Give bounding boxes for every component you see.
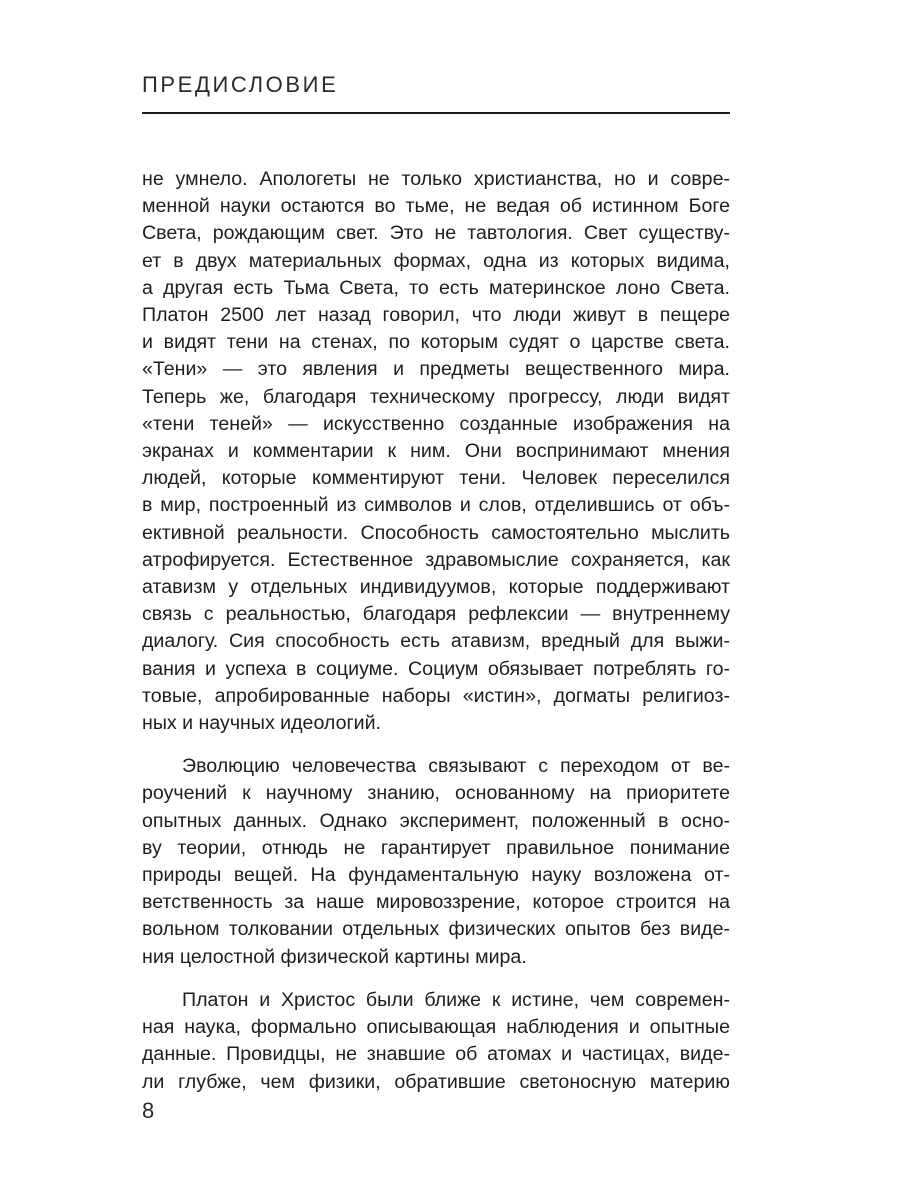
paragraph-3-line: ная наука, формально описывающая наблюдения и опытные bbox=[142, 1016, 730, 1039]
paragraph-1-line: менной науки остаются во тьме, не ведая об истинном Боге bbox=[142, 195, 730, 218]
paragraph-1-line: связь с реальностью, благодаря рефлексии — внутреннему bbox=[142, 603, 730, 626]
paragraph-1-line: и видят тени на стенах, по которым судят о царстве света. bbox=[142, 331, 730, 354]
paragraph-3-line: Платон и Христос были ближе к истине, чем современ- bbox=[182, 988, 730, 1011]
paragraph-2-line: ния целостной физической картины мира. bbox=[142, 945, 527, 968]
paragraph-1-line: ных и научных идеологий. bbox=[142, 712, 381, 735]
header-rule bbox=[142, 112, 730, 114]
paragraph-2-line: Эволюцию человечества связывают с переходом от ве- bbox=[182, 755, 730, 778]
paragraph-2-line: природы вещей. На фундаментальную науку возложена от- bbox=[142, 864, 730, 887]
paragraph-1-line: товые, апробированные наборы «истин», догматы религиоз- bbox=[142, 684, 730, 707]
paragraph-3-line: ли глубже, чем физики, обратившие светоносную материю bbox=[142, 1070, 730, 1093]
page-number: 8 bbox=[142, 1098, 155, 1123]
paragraph-1-line: Платон 2500 лет назад говорил, что люди живут в пещере bbox=[142, 304, 730, 327]
paragraph-1-line: людей, которые комментируют тени. Человек переселился bbox=[142, 467, 730, 490]
paragraph-1-line: ет в двух материальных формах, одна из которых видима, bbox=[142, 249, 730, 272]
running-head: ПРЕДИСЛОВИЕ bbox=[142, 72, 339, 97]
paragraph-2-line: ветственность за наше мировоззрение, которое строится на bbox=[142, 891, 730, 914]
paragraph-2-line: роучений к научному знанию, основанному на приоритете bbox=[142, 782, 730, 805]
paragraph-1-line: «Тени» — это явления и предметы вещественного мира. bbox=[142, 358, 730, 381]
paragraph-1-line: диалогу. Сия способность есть атавизм, вредный для выжи- bbox=[142, 630, 730, 653]
paragraph-1-line: а другая есть Тьма Света, то есть материнское лоно Света. bbox=[142, 276, 730, 299]
paragraph-1-line: экранах и комментарии к ним. Они воспринимают мнения bbox=[142, 440, 730, 463]
paragraph-1-line: атрофируется. Естественное здравомыслие сохраняется, как bbox=[142, 548, 730, 571]
paragraph-1-line: вания и успеха в социуме. Социум обязывает потреблять го- bbox=[142, 657, 730, 680]
paragraph-2-line: опытных данных. Однако эксперимент, положенный в осно- bbox=[142, 809, 730, 832]
paragraph-3-line: данные. Провидцы, не знавшие об атомах и частицах, виде- bbox=[142, 1043, 730, 1066]
paragraph-1-line: Теперь же, благодаря техническому прогрессу, люди видят bbox=[142, 385, 730, 408]
paragraph-1-line: не умнело. Апологеты не только христианства, но и совре- bbox=[142, 168, 730, 190]
body-text bbox=[142, 166, 730, 1096]
paragraph-1-line: «тени теней» — искусственно созданные изображения на bbox=[142, 412, 730, 435]
paragraph-1-line: ективной реальности. Способность самостоятельно мыслить bbox=[142, 521, 730, 544]
paragraph-2-line: вольном толковании отдельных физических опытов без виде- bbox=[142, 918, 730, 941]
paragraph-2-line: ву теории, отнюдь не гарантирует правильное понимание bbox=[142, 836, 730, 859]
paragraph-1-line: в мир, построенный из символов и слов, отделившись от объ- bbox=[142, 494, 730, 517]
paragraph-1-line: атавизм у отдельных индивидуумов, которые поддерживают bbox=[142, 576, 730, 599]
paragraph-1-line: Света, рождающим свет. Это не тавтология. Свет существу- bbox=[142, 222, 730, 245]
